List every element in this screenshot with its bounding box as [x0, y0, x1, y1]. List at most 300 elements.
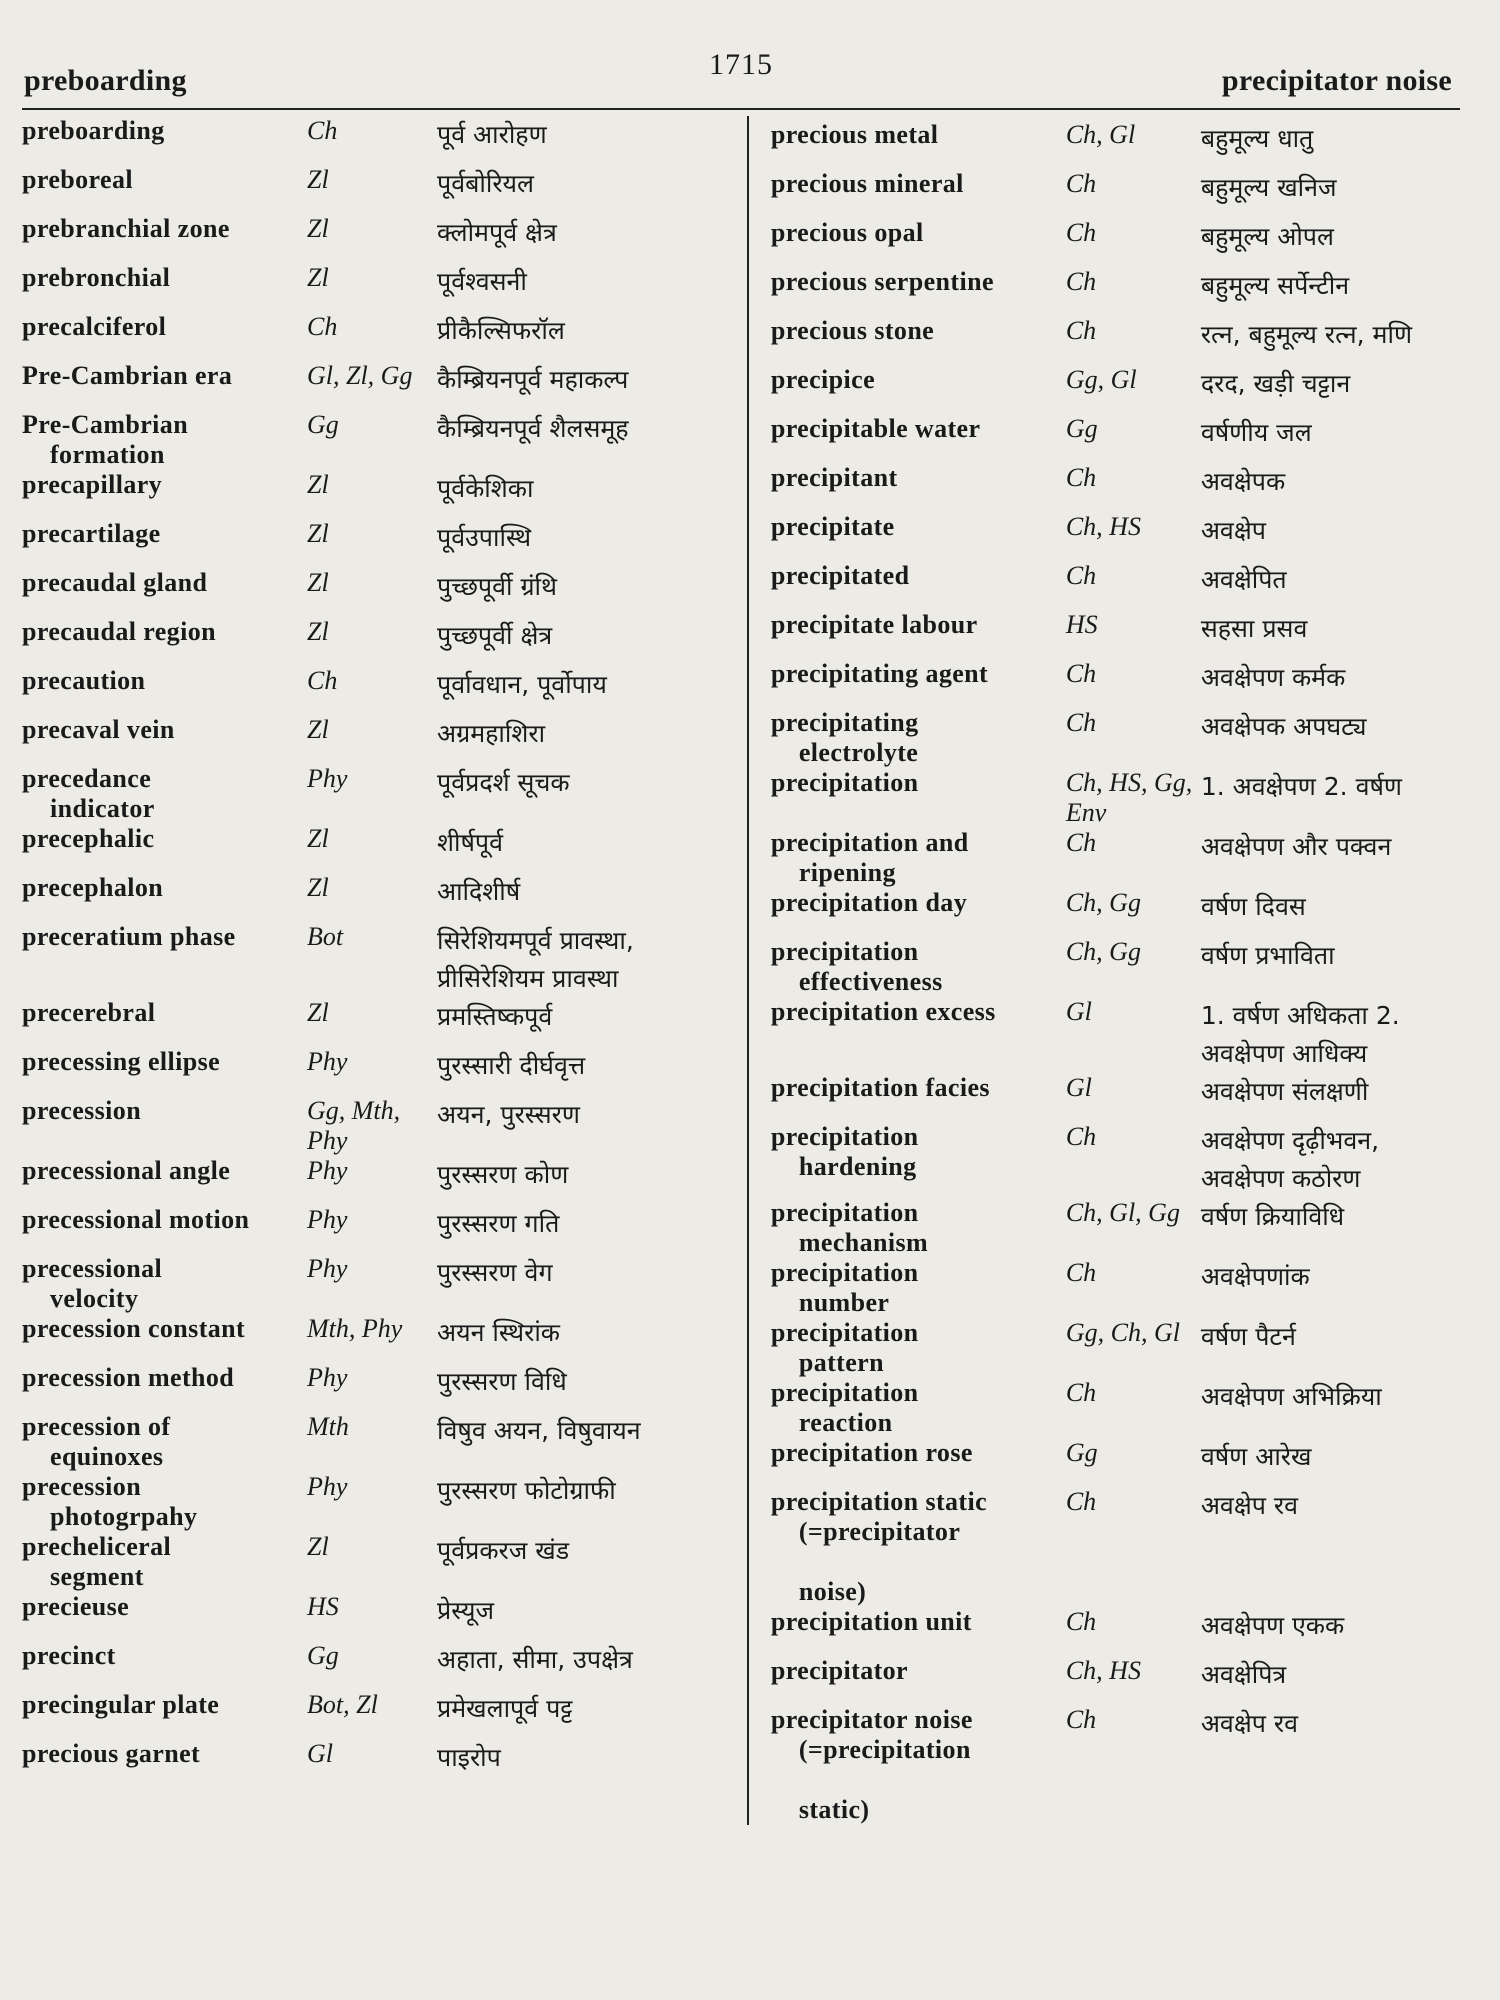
term-line: precipitation	[770, 937, 919, 966]
term-line: precipitation facies	[770, 1073, 990, 1102]
subject-abbreviation: Ch	[1065, 1607, 1097, 1636]
subject-abbreviation: Ch	[1065, 463, 1097, 492]
entry-term	[22, 470, 307, 500]
hindi-equivalent: पूर्वश्वसनी	[437, 267, 527, 296]
dictionary-entry	[771, 997, 1460, 1073]
hindi-equivalent: अवक्षेपित्र	[1200, 1660, 1287, 1689]
hindi-equivalent: अवक्षेपण संलक्षणी	[1200, 1077, 1369, 1106]
subject-abbreviation: Ch	[1065, 316, 1097, 345]
hindi-equivalent: विषुव अयन, विषुवायन	[437, 1416, 641, 1445]
entry-term	[771, 1198, 1066, 1258]
subject-abbreviation: Gg	[307, 1641, 339, 1670]
term-line: precipitation	[770, 1198, 919, 1227]
hindi-equivalent: प्रमस्तिष्कपूर्व	[437, 1002, 553, 1031]
dictionary-entry	[22, 1156, 733, 1205]
entry-term	[22, 1532, 307, 1592]
term-continuation: electrolyte	[798, 738, 919, 767]
entry-term	[22, 1472, 307, 1532]
term-line: Pre-Cambrian	[22, 410, 189, 439]
term-line: precious mineral	[770, 169, 964, 198]
hindi-equivalent: पूर्वावधान, पूर्वोपाय	[437, 670, 607, 699]
term-line: Pre-Cambrian era	[22, 361, 233, 390]
hindi-equivalent: सहसा प्रसव	[1200, 614, 1308, 643]
term-line: precessional angle	[22, 1156, 231, 1185]
subject-abbreviation: Zl	[307, 715, 329, 744]
dictionary-entry	[771, 708, 1460, 768]
subject-abbreviation: Ch	[1065, 1378, 1097, 1407]
subject-abbreviation: Ch	[1065, 169, 1097, 198]
term-line: precipitant	[770, 463, 898, 492]
subject-abbreviation: Mth	[307, 1412, 349, 1441]
term-line: precipitation excess	[770, 997, 996, 1026]
term-line: precerebral	[22, 998, 156, 1027]
entry-term	[22, 1205, 307, 1235]
term-continuation: (=precipitator	[798, 1517, 961, 1546]
entry-term	[22, 165, 307, 195]
hindi-equivalent: पाइरोप	[437, 1743, 501, 1772]
term-continuation: ripening	[798, 858, 896, 887]
dictionary-entry	[22, 165, 733, 214]
dictionary-entry	[22, 1641, 733, 1690]
hindi-equivalent: बहुमूल्य सर्पेन्टीन	[1200, 271, 1350, 300]
entry-term	[771, 463, 1066, 493]
hindi-equivalent: अवक्षेपण अभिक्रिया	[1200, 1382, 1382, 1411]
subject-abbreviation: Zl	[307, 568, 329, 597]
hindi-equivalent: पूर्वप्रदर्श सूचक	[437, 768, 570, 797]
dictionary-entry	[22, 410, 733, 470]
subject-abbreviation: Zl	[307, 617, 329, 646]
dictionary-entry	[771, 888, 1460, 937]
term-continuation: equinoxes	[50, 1442, 164, 1471]
dictionary-entry	[771, 561, 1460, 610]
term-continuation: reaction	[798, 1408, 893, 1437]
hindi-equivalent: शीर्षपूर्व	[437, 828, 504, 857]
term-line: precipitation	[770, 1258, 919, 1287]
subject-abbreviation: Gg, Mth, Phy	[307, 1096, 401, 1155]
dictionary-entry	[771, 1378, 1460, 1438]
hindi-equivalent: 1. वर्षण अधिकता 2. अवक्षेपण आधिक्य	[1200, 1001, 1400, 1068]
term-line: precipitator	[770, 1656, 909, 1685]
subject-abbreviation: Phy	[307, 1254, 348, 1283]
subject-abbreviation: Gg, Ch, Gl	[1065, 1318, 1180, 1347]
dictionary-entry	[22, 1314, 733, 1363]
dictionary-entry	[22, 617, 733, 666]
hindi-equivalent: पुरस्सारी दीर्घवृत्त	[437, 1051, 586, 1080]
entry-term	[771, 1122, 1066, 1182]
entry-term	[771, 888, 1066, 918]
hindi-equivalent: प्रेस्यूज	[437, 1596, 495, 1625]
dictionary-entry	[771, 365, 1460, 414]
term-line: prebranchial zone	[22, 214, 230, 243]
term-continuation: pattern	[798, 1348, 884, 1377]
entry-term	[771, 218, 1066, 248]
subject-abbreviation: Ch	[1065, 218, 1097, 247]
entry-term	[22, 214, 307, 244]
dictionary-entry	[771, 610, 1460, 659]
dictionary-entry	[771, 414, 1460, 463]
dictionary-entry	[22, 519, 733, 568]
term-continuation: (=precipitation	[798, 1735, 971, 1764]
subject-abbreviation: Phy	[307, 1205, 348, 1234]
entry-term	[22, 312, 307, 342]
left-column	[22, 116, 747, 1825]
entry-term	[22, 361, 307, 391]
term-line: precession constant	[22, 1314, 246, 1343]
term-line: precipitate labour	[770, 610, 978, 639]
dictionary-entry	[771, 316, 1460, 365]
term-line: precipitation	[770, 1378, 919, 1407]
entry-term	[771, 937, 1066, 997]
subject-abbreviation: HS	[307, 1592, 339, 1621]
term-line: precipitate	[770, 512, 895, 541]
entry-term	[771, 365, 1066, 395]
dictionary-entry	[771, 1607, 1460, 1656]
dictionary-entry	[22, 1363, 733, 1412]
term-line: precious serpentine	[770, 267, 994, 296]
hindi-equivalent: अवक्षेपण और पक्वन	[1200, 832, 1392, 861]
dictionary-entry	[22, 1047, 733, 1096]
term-continuation: number	[798, 1288, 890, 1317]
dictionary-entry	[22, 922, 733, 998]
term-line: precalciferol	[22, 312, 167, 341]
term-line: precieuse	[22, 1592, 130, 1621]
hindi-equivalent: पुरस्सरण कोण	[437, 1160, 569, 1189]
term-line: precipitation	[770, 768, 919, 797]
hindi-equivalent: पुच्छपूर्वी क्षेत्र	[437, 621, 553, 650]
subject-abbreviation: Gg	[307, 410, 339, 439]
subject-abbreviation: Zl	[307, 470, 329, 499]
subject-abbreviation: Zl	[307, 165, 329, 194]
subject-abbreviation: Zl	[307, 998, 329, 1027]
page-header	[22, 48, 1460, 110]
subject-abbreviation: Bot	[307, 922, 344, 951]
dictionary-entry	[771, 937, 1460, 997]
dictionary-entry	[771, 267, 1460, 316]
hindi-equivalent: प्रमेखलापूर्व पट्ट	[437, 1694, 573, 1723]
subject-abbreviation: Ch	[1065, 267, 1097, 296]
entry-term	[22, 715, 307, 745]
subject-abbreviation: Ch	[307, 666, 338, 695]
entry-term	[771, 512, 1066, 542]
subject-abbreviation: Ch, HS	[1065, 512, 1141, 541]
term-line: precessional	[22, 1254, 163, 1283]
subject-abbreviation: Gl	[307, 1739, 333, 1768]
term-line: precipitating agent	[770, 659, 989, 688]
term-line: precapillary	[22, 470, 163, 499]
hindi-equivalent: पुरस्सरण वेग	[437, 1258, 553, 1287]
subject-abbreviation: Gg, Gl	[1065, 365, 1137, 394]
entry-term	[22, 1096, 307, 1126]
term-line: precipitable water	[770, 414, 981, 443]
dictionary-entry	[771, 1122, 1460, 1198]
entry-term	[22, 1592, 307, 1622]
entry-term	[771, 1378, 1066, 1438]
entry-term	[22, 1690, 307, 1720]
entry-term	[22, 617, 307, 647]
subject-abbreviation: Ch	[1065, 828, 1097, 857]
right-column	[747, 116, 1460, 1825]
hindi-equivalent: क्लोमपूर्व क्षेत्र	[437, 218, 557, 247]
dictionary-entry	[771, 1487, 1460, 1607]
subject-abbreviation: Zl	[307, 1532, 329, 1561]
dictionary-entry	[771, 1705, 1460, 1825]
entry-term	[771, 316, 1066, 346]
entry-term	[771, 561, 1066, 591]
dictionary-entry	[22, 263, 733, 312]
term-continuation: effectiveness	[798, 967, 943, 996]
entry-term	[22, 519, 307, 549]
hindi-equivalent: पुरस्सरण गति	[437, 1209, 560, 1238]
hindi-equivalent: पुरस्सरण विधि	[437, 1367, 567, 1396]
subject-abbreviation: Phy	[307, 1472, 348, 1501]
dictionary-entry	[22, 998, 733, 1047]
dictionary-entry	[771, 463, 1460, 512]
entry-term	[22, 1739, 307, 1769]
hindi-equivalent: पूर्वप्रकरज खंड	[437, 1536, 570, 1565]
subject-abbreviation: Gg	[1065, 1438, 1098, 1467]
dictionary-entry	[771, 1073, 1460, 1122]
dictionary-entry	[22, 666, 733, 715]
subject-abbreviation: Ch	[1065, 1705, 1097, 1734]
entry-term	[22, 568, 307, 598]
dictionary-entry	[771, 1258, 1460, 1318]
subject-abbreviation: Phy	[307, 1156, 348, 1185]
entry-term	[771, 997, 1066, 1027]
subject-abbreviation: Ch, HS	[1065, 1656, 1141, 1685]
subject-abbreviation: Phy	[307, 1047, 348, 1076]
term-line: preceratium phase	[22, 922, 236, 951]
subject-abbreviation: Zl	[307, 214, 329, 243]
entry-term	[771, 1318, 1066, 1378]
entry-term	[22, 922, 307, 952]
dictionary-entry	[771, 828, 1460, 888]
entry-term	[771, 169, 1066, 199]
hindi-equivalent: अवक्षेप रव	[1200, 1709, 1299, 1738]
dictionary-entry	[22, 116, 733, 165]
hindi-equivalent: अवक्षेपक अपघट्य	[1200, 712, 1367, 741]
dictionary-entry	[22, 873, 733, 922]
entry-term	[22, 1254, 307, 1314]
subject-abbreviation: Gl	[1065, 997, 1092, 1026]
subject-abbreviation: Ch	[1065, 708, 1097, 737]
term-line: precessional motion	[22, 1205, 250, 1234]
term-line: precious stone	[770, 316, 935, 345]
subject-abbreviation: Gl, Zl, Gg	[307, 361, 413, 390]
entry-term	[771, 768, 1066, 798]
header-last-entry: precipitator noise	[1221, 64, 1452, 97]
hindi-equivalent: अहाता, सीमा, उपक्षेत्र	[437, 1645, 633, 1674]
entry-term	[771, 1258, 1066, 1318]
dictionary-entry	[22, 361, 733, 410]
hindi-equivalent: पूर्वउपास्थि	[437, 523, 532, 552]
entry-term	[771, 1607, 1066, 1637]
term-continuation: formation	[50, 440, 165, 469]
entry-term	[22, 1363, 307, 1393]
subject-abbreviation: Ch	[307, 116, 338, 145]
term-line: precheliceral	[22, 1532, 172, 1561]
hindi-equivalent: अवक्षेपण दृढ़ीभवन, अवक्षेपण कठोरण	[1200, 1126, 1380, 1193]
dictionary-entry	[771, 768, 1460, 828]
hindi-equivalent: अवक्षेप	[1200, 516, 1266, 545]
entry-term	[771, 1073, 1066, 1103]
entry-term	[771, 120, 1066, 150]
dictionary-entry	[771, 218, 1460, 267]
dictionary-entry	[771, 120, 1460, 169]
term-continuation: noise)	[798, 1577, 867, 1606]
term-line: precipitation and	[770, 828, 969, 857]
term-line: precipitation static	[770, 1487, 988, 1516]
hindi-equivalent: वर्षण दिवस	[1200, 892, 1306, 921]
dictionary-entry	[22, 824, 733, 873]
hindi-equivalent: वर्षण आरेख	[1200, 1442, 1312, 1471]
hindi-equivalent: आदिशीर्ष	[437, 877, 521, 906]
dictionary-entry	[22, 214, 733, 263]
dictionary-entry	[22, 715, 733, 764]
term-line: precipitation unit	[770, 1607, 972, 1636]
subject-abbreviation: Phy	[307, 764, 348, 793]
entry-term	[771, 1705, 1066, 1825]
hindi-equivalent: अग्रमहाशिरा	[437, 719, 546, 748]
entry-term	[771, 828, 1066, 888]
term-line: precingular plate	[22, 1690, 220, 1719]
term-line: precinct	[22, 1641, 116, 1670]
term-line: precious garnet	[22, 1739, 201, 1768]
dictionary-entry	[22, 1412, 733, 1472]
hindi-equivalent: दरद, खड़ी चट्टान	[1200, 369, 1351, 398]
term-line: precipitating	[770, 708, 919, 737]
header-first-entry: preboarding	[24, 64, 187, 97]
hindi-equivalent: पुरस्सरण फोटोग्राफी	[437, 1476, 616, 1505]
subject-abbreviation: Ch, Gl	[1065, 120, 1136, 149]
term-line: precedance	[22, 764, 152, 793]
hindi-equivalent: वर्षण क्रियाविधि	[1200, 1202, 1345, 1231]
hindi-equivalent: बहुमूल्य खनिज	[1200, 173, 1337, 202]
term-continuation: segment	[50, 1562, 144, 1591]
dictionary-entry	[22, 312, 733, 361]
hindi-equivalent: अवक्षेपक	[1200, 467, 1286, 496]
term-line: precession method	[22, 1363, 235, 1392]
dictionary-entry	[22, 1096, 733, 1156]
subject-abbreviation: Zl	[307, 263, 329, 292]
hindi-equivalent: पुच्छपूर्वी ग्रंथि	[437, 572, 557, 601]
dictionary-entry	[22, 568, 733, 617]
entry-term	[22, 764, 307, 824]
term-continuation: velocity	[50, 1284, 139, 1313]
subject-abbreviation: HS	[1065, 610, 1098, 639]
hindi-equivalent: पूर्व आरोहण	[437, 120, 547, 149]
entry-term	[22, 1047, 307, 1077]
entry-term	[22, 824, 307, 854]
term-continuation: static)	[798, 1795, 870, 1824]
hindi-equivalent: 1. अवक्षेपण 2. वर्षण	[1200, 772, 1402, 801]
subject-abbreviation: Ch	[1065, 1487, 1097, 1516]
term-line: precipitation day	[770, 888, 968, 917]
hindi-equivalent: पूर्वकेशिका	[437, 474, 534, 503]
entry-term	[22, 116, 307, 146]
hindi-equivalent: अवक्षेपणांक	[1200, 1262, 1310, 1291]
entry-term	[22, 666, 307, 696]
dictionary-entry	[22, 1472, 733, 1532]
dictionary-entry	[22, 1205, 733, 1254]
term-continuation: hardening	[798, 1152, 917, 1181]
subject-abbreviation: Ch, Gl, Gg	[1065, 1198, 1180, 1227]
dictionary-entry	[771, 169, 1460, 218]
hindi-equivalent: अयन, पुरस्सरण	[437, 1100, 580, 1129]
subject-abbreviation: Phy	[307, 1363, 348, 1392]
dictionary-entry	[22, 1254, 733, 1314]
term-line: precipitated	[770, 561, 910, 590]
subject-abbreviation: Ch, Gg	[1065, 937, 1141, 966]
subject-abbreviation: Ch	[1065, 659, 1097, 688]
hindi-equivalent: पूर्वबोरियल	[437, 169, 535, 198]
subject-abbreviation: Bot, Zl	[307, 1690, 378, 1719]
entry-term	[22, 263, 307, 293]
term-line: precephalon	[22, 873, 164, 902]
hindi-equivalent: वर्षण पैटर्न	[1200, 1322, 1296, 1351]
dictionary-entry	[771, 512, 1460, 561]
subject-abbreviation: Zl	[307, 824, 329, 853]
term-line: precaudal gland	[22, 568, 208, 597]
term-line: precartilage	[22, 519, 161, 548]
entry-term	[771, 610, 1066, 640]
entry-term	[771, 659, 1066, 689]
hindi-equivalent: अवक्षेप रव	[1200, 1491, 1299, 1520]
dictionary-entry	[22, 1739, 733, 1788]
term-continuation: photogrpahy	[50, 1502, 198, 1531]
term-line: precipitation	[770, 1122, 919, 1151]
term-continuation: mechanism	[798, 1228, 929, 1257]
hindi-equivalent: रत्न, बहुमूल्य रत्न, मणि	[1200, 320, 1413, 349]
hindi-equivalent: बहुमूल्य धातु	[1200, 124, 1314, 153]
entry-term	[771, 267, 1066, 297]
dictionary-entry	[771, 1318, 1460, 1378]
dictionary-entry	[22, 1532, 733, 1592]
dictionary-entry	[22, 1592, 733, 1641]
hindi-equivalent: सिरेशियमपूर्व प्रावस्था, प्रीसिरेशियम प्रावस्था	[437, 926, 634, 993]
hindi-equivalent: वर्षण प्रभाविता	[1200, 941, 1335, 970]
term-line: precaval vein	[22, 715, 175, 744]
subject-abbreviation: Zl	[307, 873, 329, 902]
hindi-equivalent: कैम्ब्रियनपूर्व महाकल्प	[437, 365, 629, 394]
term-line: preboreal	[22, 165, 133, 194]
dictionary-entry	[22, 470, 733, 519]
term-line: precession	[22, 1472, 142, 1501]
subject-abbreviation: Gg	[1065, 414, 1098, 443]
term-line: preboarding	[22, 116, 165, 145]
hindi-equivalent: प्रीकैल्सिफरॉल	[437, 316, 565, 345]
term-line: precaution	[22, 666, 146, 695]
subject-abbreviation: Mth, Phy	[307, 1314, 403, 1343]
dictionary-entry	[22, 1690, 733, 1739]
entry-term	[22, 1641, 307, 1671]
subject-abbreviation: Gl	[1065, 1073, 1092, 1102]
term-line: precessing ellipse	[22, 1047, 221, 1076]
term-line: precession of	[22, 1412, 171, 1441]
subject-abbreviation: Zl	[307, 519, 329, 548]
dictionary-entry	[22, 764, 733, 824]
entry-term	[771, 708, 1066, 768]
entry-term	[22, 873, 307, 903]
term-line: precession	[22, 1096, 142, 1125]
term-line: prebronchial	[22, 263, 171, 292]
entry-term	[22, 1156, 307, 1186]
subject-abbreviation: Ch	[1065, 1122, 1097, 1151]
term-line: precious metal	[770, 120, 939, 149]
term-line: precephalic	[22, 824, 155, 853]
subject-abbreviation: Ch, HS, Gg, Env	[1065, 768, 1193, 827]
term-line: precipitator noise	[770, 1705, 973, 1734]
dictionary-entry	[771, 1438, 1460, 1487]
